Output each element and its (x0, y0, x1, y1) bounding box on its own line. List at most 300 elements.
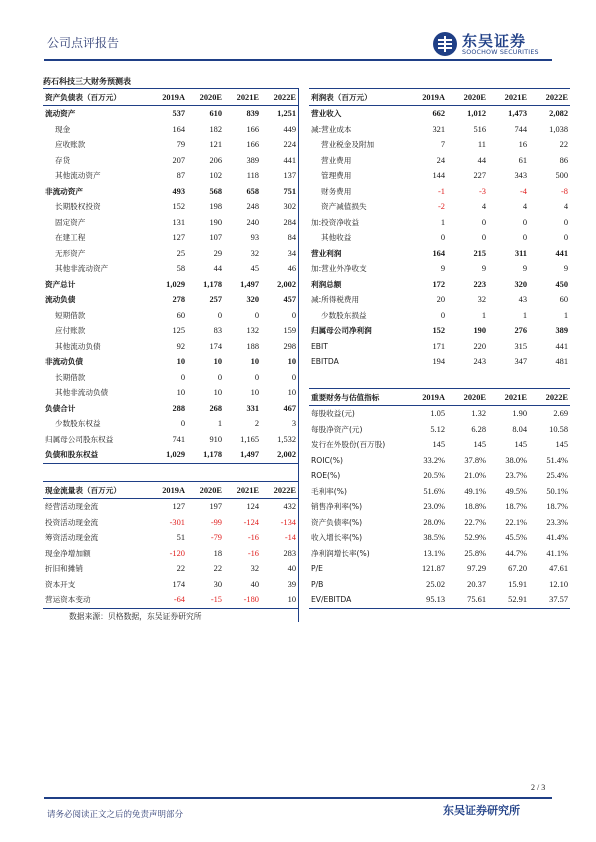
row-value: 51 (176, 533, 185, 543)
row-value: 50.1% (546, 486, 568, 496)
row-value: 10 (287, 388, 296, 398)
row-value: 33.2% (423, 455, 445, 465)
table-row (309, 323, 570, 339)
row-value: 2,002 (261, 447, 298, 463)
row-label: P/B (311, 579, 324, 589)
row-value: 347 (514, 357, 527, 367)
year-header: 2021E (224, 89, 261, 106)
row-value: 1,532 (277, 434, 296, 444)
logo-text-cn: 东吴证券 (462, 32, 527, 50)
row-value: 839 (246, 109, 259, 119)
row-value: 25 (176, 248, 185, 258)
row-label: 投资活动现金流 (45, 517, 99, 527)
row-value: 24 (436, 155, 445, 165)
row-value: 0 (254, 310, 259, 320)
row-label: 流动资产 (45, 109, 76, 119)
table-row (309, 261, 570, 277)
row-value: 18.7% (505, 502, 527, 512)
row-value: 15.91 (508, 579, 527, 589)
row-value: -4 (520, 186, 527, 196)
row-value: -2 (438, 202, 445, 212)
row-value: 311 (514, 248, 527, 258)
table-row (43, 561, 298, 577)
row-value: 321 (432, 124, 445, 134)
table-row (309, 153, 570, 169)
row-label: 应付账款 (55, 326, 86, 336)
row-value: 67.20 (508, 564, 527, 574)
table-row (309, 137, 570, 153)
table-row (309, 215, 570, 231)
row-value: 1,029 (166, 279, 185, 289)
table-row (309, 422, 570, 438)
row-value: -8 (561, 186, 568, 196)
row-value: 145 (514, 440, 527, 450)
row-value: 34 (287, 248, 296, 258)
table-header-row (43, 89, 298, 106)
row-value: 1.32 (471, 409, 486, 419)
row-value: 11 (477, 140, 486, 150)
year-header: 2020E (447, 389, 488, 406)
year-header: 2019A (150, 89, 187, 106)
row-value: 4 (522, 202, 527, 212)
report-type-title: 公司点评报告 (47, 36, 120, 50)
row-label: 少数股东权益 (55, 419, 101, 429)
table-row (309, 230, 570, 246)
table-row (309, 561, 570, 577)
row-label: 短期借款 (55, 310, 86, 320)
row-value: 145 (473, 440, 486, 450)
row-label: 经营活动现金流 (45, 502, 99, 512)
footer-brand: 东吴证券研究所 (443, 804, 520, 817)
table-row (309, 308, 570, 324)
row-label: 非流动资产 (45, 186, 83, 196)
row-label: 归属母公司股东权益 (45, 434, 114, 444)
row-value: 662 (432, 109, 445, 119)
row-value: 268 (209, 403, 222, 413)
row-value: 194 (432, 357, 445, 367)
row-value: 164 (432, 248, 445, 258)
row-value: 60 (559, 295, 568, 305)
logo-text-en: SOOCHOW SECURITIES (462, 49, 539, 56)
row-value: 47.61 (549, 564, 568, 574)
table-row (309, 292, 570, 308)
row-value: 32 (250, 564, 259, 574)
table-row (43, 137, 298, 153)
row-value: 0 (291, 310, 296, 320)
row-value: 38.5% (423, 533, 445, 543)
row-value: 23.3% (546, 517, 568, 527)
key-metrics-table (309, 388, 570, 609)
table-row (43, 323, 298, 339)
row-value: 7 (440, 140, 445, 150)
row-value: 87 (176, 171, 185, 181)
table-row (43, 339, 298, 355)
row-value: 0 (180, 419, 185, 429)
row-value: 389 (555, 326, 568, 336)
row-label: ROIC(%) (311, 455, 343, 465)
row-value: 2.69 (553, 409, 568, 419)
row-value: 227 (473, 171, 486, 181)
row-value: 95.13 (406, 592, 447, 608)
row-value: 38.0% (505, 455, 527, 465)
year-header: 2020E (447, 89, 488, 106)
row-value: 12.10 (549, 579, 568, 589)
row-value: 283 (283, 548, 296, 558)
row-value: 118 (246, 171, 259, 181)
header-divider (44, 59, 552, 61)
table-row (309, 339, 570, 355)
row-value: 37.57 (529, 592, 570, 608)
row-value: -301 (169, 517, 185, 527)
row-value: 188 (246, 341, 259, 351)
column-divider (298, 88, 299, 622)
row-value: 145 (555, 440, 568, 450)
row-label: 其他流动负债 (55, 341, 101, 351)
row-value: 0 (440, 310, 445, 320)
row-label: 其他流动资产 (55, 171, 101, 181)
year-header: 2021E (488, 389, 529, 406)
table-row (309, 484, 570, 500)
row-value: 41.4% (546, 533, 568, 543)
row-value: 276 (514, 326, 527, 336)
row-value: 302 (283, 202, 296, 212)
row-value: 1 (481, 310, 486, 320)
row-value: 741 (172, 434, 185, 444)
year-header: 2019A (150, 482, 187, 499)
row-value: 23.7% (505, 471, 527, 481)
table-row (43, 261, 298, 277)
row-value: 9 (481, 264, 486, 274)
row-value: 49.1% (464, 486, 486, 496)
row-value: 92 (176, 341, 185, 351)
row-value: 198 (209, 202, 222, 212)
row-value: 10.58 (549, 424, 568, 434)
row-label: 资本开支 (45, 579, 76, 589)
row-value: 331 (246, 403, 259, 413)
row-value: 432 (283, 502, 296, 512)
table-row (43, 546, 298, 562)
row-value: 389 (246, 155, 259, 165)
row-value: -134 (280, 517, 296, 527)
row-value: 481 (555, 357, 568, 367)
table-row (43, 246, 298, 262)
row-label: 营业税金及附加 (321, 140, 375, 150)
row-value: 41.1% (546, 548, 568, 558)
row-label: 发行在外股份(百万股) (311, 440, 386, 450)
row-label: 折旧和摊销 (45, 564, 83, 574)
row-value: 132 (246, 326, 259, 336)
row-value: 516 (473, 124, 486, 134)
row-value: 197 (209, 502, 222, 512)
row-value: 0 (217, 310, 222, 320)
table-row (43, 385, 298, 401)
row-value: 6.28 (471, 424, 486, 434)
company-logo (432, 30, 554, 58)
row-value: 4 (481, 202, 486, 212)
row-value: 13.1% (423, 548, 445, 558)
table-row (309, 199, 570, 215)
row-value: 0 (522, 233, 527, 243)
row-value: 9 (563, 264, 568, 274)
row-value: 190 (209, 217, 222, 227)
table-row (309, 515, 570, 531)
row-label: 资产减值损失 (321, 202, 367, 212)
row-value: 58 (176, 264, 185, 274)
row-label: 在建工程 (55, 233, 86, 243)
row-label: 归属母公司净利润 (311, 326, 372, 336)
row-value: 127 (172, 502, 185, 512)
year-header: 2020E (187, 482, 224, 499)
row-value: 39 (287, 579, 296, 589)
row-value: 28.0% (423, 517, 445, 527)
row-value: 20.37 (467, 579, 486, 589)
row-value: 16 (518, 140, 527, 150)
row-label: 非流动负债 (45, 357, 83, 367)
row-value: 9 (440, 264, 445, 274)
table-row (309, 530, 570, 546)
row-label: 营业费用 (321, 155, 352, 165)
row-value: -1 (438, 186, 445, 196)
row-value: 449 (283, 124, 296, 134)
table-row (43, 515, 298, 531)
row-value: 20.5% (423, 471, 445, 481)
row-value: 457 (283, 295, 296, 305)
row-value: 121 (209, 140, 222, 150)
row-value: 1,012 (467, 109, 486, 119)
row-value: 0 (254, 372, 259, 382)
row-value: 0 (522, 217, 527, 227)
row-value: 1 (217, 419, 222, 429)
row-value: 152 (432, 326, 445, 336)
page-number: 2 / 3 (531, 783, 546, 792)
row-value: 0 (481, 217, 486, 227)
row-value: 744 (514, 124, 527, 134)
row-value: 10 (176, 388, 185, 398)
row-value: 215 (473, 248, 486, 258)
row-value: 25.4% (546, 471, 568, 481)
row-label: 减:所得税费用 (311, 295, 360, 305)
year-header: 2022E (529, 89, 570, 106)
table-header-label: 利润表（百万元） (309, 89, 406, 106)
row-value: 1 (522, 310, 527, 320)
table-row (43, 184, 298, 200)
row-value: 493 (172, 186, 185, 196)
year-header: 2022E (261, 89, 298, 106)
row-value: 315 (514, 341, 527, 351)
row-value: 450 (555, 279, 568, 289)
table-header-row (43, 482, 298, 499)
row-value: 84 (287, 233, 296, 243)
table-row (43, 530, 298, 546)
row-label: 营业利润 (311, 248, 342, 258)
row-value: 23.0% (423, 502, 445, 512)
row-label: 负债和股东权益 (43, 447, 150, 463)
row-value: 0 (563, 217, 568, 227)
row-value: 206 (209, 155, 222, 165)
row-value: 2,002 (277, 279, 296, 289)
row-label: 营业收入 (311, 109, 342, 119)
row-value: 30 (213, 579, 222, 589)
row-value: 51.6% (423, 486, 445, 496)
row-value: 45.5% (505, 533, 527, 543)
year-header: 2022E (529, 389, 570, 406)
row-value: 343 (514, 171, 527, 181)
row-label: 其他收益 (321, 233, 352, 243)
table-row (309, 354, 570, 370)
row-label: 现金 (55, 124, 71, 134)
data-source-note: 数据来源：贝格数据，东吴证券研究所 (69, 612, 202, 621)
row-value: 751 (283, 186, 296, 196)
row-value: 18.8% (464, 502, 486, 512)
table-header-label: 资产负债表（百万元） (43, 89, 150, 106)
row-value: 610 (209, 109, 222, 119)
row-value: 1,178 (187, 447, 224, 463)
row-label: 毛利率(%) (311, 486, 347, 496)
row-label: 资产总计 (45, 279, 76, 289)
row-value: 124 (246, 502, 259, 512)
row-value: 37.8% (464, 455, 486, 465)
row-value: 220 (473, 341, 486, 351)
row-label: 销售净利率(%) (311, 502, 363, 512)
year-header: 2020E (187, 89, 224, 106)
row-value: 131 (172, 217, 185, 227)
table-row (309, 468, 570, 484)
table-row (43, 122, 298, 138)
row-value: 137 (283, 171, 296, 181)
row-value: 1.90 (512, 409, 527, 419)
row-value: 22.1% (505, 517, 527, 527)
row-value: 46 (287, 264, 296, 274)
row-label: 每股净资产(元) (311, 424, 363, 434)
logo-mark-icon (432, 31, 458, 57)
row-value: 257 (209, 295, 222, 305)
row-label: ROE(%) (311, 471, 341, 481)
table-row (43, 401, 298, 417)
table-title: 药石科技三大财务预测表 (43, 77, 131, 86)
row-label: 管理费用 (321, 171, 352, 181)
row-label: EBITDA (311, 357, 339, 367)
row-value: 164 (172, 124, 185, 134)
row-value: 4 (563, 202, 568, 212)
row-value: 284 (283, 217, 296, 227)
table-row (309, 406, 570, 422)
row-value: 49.5% (505, 486, 527, 496)
row-value: -16 (247, 548, 259, 558)
table-row (43, 106, 298, 122)
row-value: 537 (172, 109, 185, 119)
row-value: 166 (246, 124, 259, 134)
row-value: 207 (172, 155, 185, 165)
row-value: 441 (283, 155, 296, 165)
row-value: 32 (477, 295, 486, 305)
row-value: 1.05 (430, 409, 445, 419)
row-value: 127 (172, 233, 185, 243)
row-value: 93 (250, 233, 259, 243)
table-row (43, 354, 298, 370)
row-value: 43 (518, 295, 527, 305)
row-value: 10 (176, 357, 185, 367)
row-value: 568 (209, 186, 222, 196)
row-value: 44 (477, 155, 486, 165)
row-value: 22 (213, 564, 222, 574)
row-value: 10 (250, 388, 259, 398)
row-value: 0 (563, 233, 568, 243)
row-value: -79 (210, 533, 222, 543)
table-row (309, 246, 570, 262)
row-label: 应收账款 (55, 140, 86, 150)
row-value: 288 (172, 403, 185, 413)
row-value: 320 (246, 295, 259, 305)
row-value: 25.8% (464, 548, 486, 558)
row-value: 2 (254, 419, 259, 429)
table-header-label: 现金流量表（百万元） (43, 482, 150, 499)
row-value: -124 (243, 517, 259, 527)
row-value: 320 (514, 279, 527, 289)
row-value: 8.04 (512, 424, 527, 434)
row-value: -14 (284, 533, 296, 543)
table-row (309, 168, 570, 184)
row-value: 52.91 (488, 592, 529, 608)
row-value: 97.29 (467, 564, 486, 574)
row-value: 0 (217, 372, 222, 382)
table-row (309, 277, 570, 293)
row-value: 21.0% (464, 471, 486, 481)
row-value: 190 (473, 326, 486, 336)
table-row (309, 577, 570, 593)
row-value: 278 (172, 295, 185, 305)
row-value: 44.7% (505, 548, 527, 558)
row-value: 0 (440, 233, 445, 243)
row-value: 9 (522, 264, 527, 274)
table-row (309, 184, 570, 200)
row-value: 52.9% (464, 533, 486, 543)
table-row (43, 168, 298, 184)
row-label: 现金净增加额 (45, 548, 91, 558)
table-row (309, 106, 570, 122)
row-value: 79 (176, 140, 185, 150)
table-row (43, 499, 298, 515)
row-value: 61 (518, 155, 527, 165)
row-label: 减:营业成本 (311, 124, 352, 134)
table-row (43, 432, 298, 448)
row-value: 182 (209, 124, 222, 134)
row-label: 其他非流动资产 (55, 264, 109, 274)
row-label: 利润总额 (311, 279, 342, 289)
row-label: 资产负债率(%) (311, 517, 363, 527)
year-header: 2021E (224, 482, 261, 499)
row-value: -64 (150, 592, 187, 608)
row-value: 1,165 (240, 434, 259, 444)
table-row (309, 122, 570, 138)
row-value: 2,082 (549, 109, 568, 119)
row-value: 18.7% (546, 502, 568, 512)
table-row (43, 416, 298, 432)
table-row (43, 308, 298, 324)
row-value: 0 (180, 372, 185, 382)
table-header-row (309, 89, 570, 106)
row-label: EBIT (311, 341, 328, 351)
table-row (43, 215, 298, 231)
row-label: 净利润增长率(%) (311, 548, 370, 558)
income-statement-table (309, 88, 570, 370)
row-value: 51.4% (546, 455, 568, 465)
row-value: 298 (283, 341, 296, 351)
table-row (309, 499, 570, 515)
row-value: 44 (213, 264, 222, 274)
row-value: 22 (176, 564, 185, 574)
table-row (309, 437, 570, 453)
row-value: 243 (473, 357, 486, 367)
